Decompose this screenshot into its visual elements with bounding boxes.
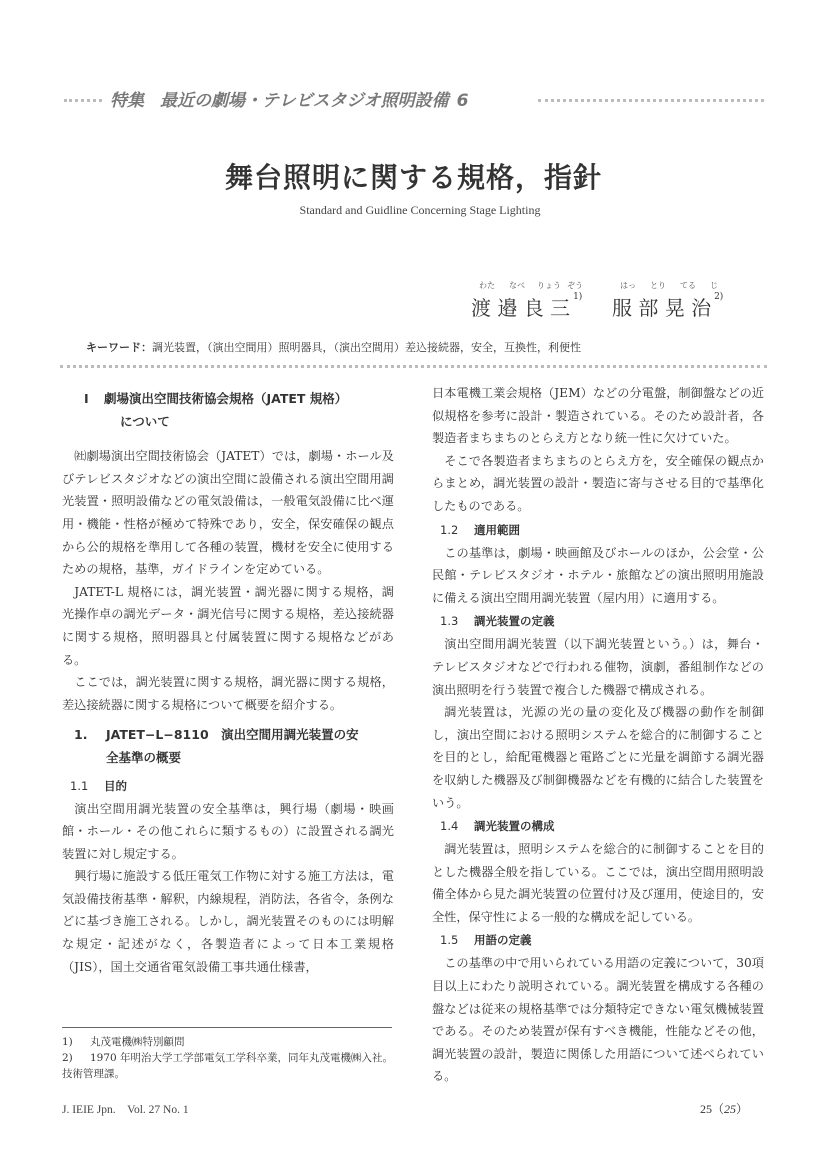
author-1: わた なべ りょう ぞう 渡 邉 良 三 $^{1)}$ bbox=[471, 281, 583, 320]
keywords-label: キーワード： bbox=[86, 341, 152, 354]
keywords bbox=[86, 339, 581, 355]
article-subtitle: Standard and Guidline Concerning Stage Lighting bbox=[299, 203, 541, 217]
article-title: 舞台照明に関する規格，指針 bbox=[224, 161, 602, 194]
author-2: はっ とり てる じ 服 部 晃 治 $^{2)}$ bbox=[612, 281, 724, 320]
series-title bbox=[110, 86, 469, 111]
right-column bbox=[432, 382, 764, 1088]
subsection-heading-1-5: 1.5 用語の定義 bbox=[440, 933, 532, 948]
series-header bbox=[64, 86, 764, 114]
section-heading-1: 1. JATET−L−8110 演出空間用調光装置の安 全基準の概要 bbox=[74, 727, 359, 765]
keywords-text: 調光装置，（演出空間用）照明器具，（演出空間用）差込接続器，安全，互換性，利便性 bbox=[152, 341, 581, 354]
paragraph: この基準は，劇場・映画館及びホールのほか，公会堂・公民館・テレビスタジオ・ホテル・旅館などの演出照明用施設に備える演出空間用調光装置（屋内用）に適用する。 bbox=[432, 545, 764, 605]
section-heading-I: I 劇場演出空間技術協会規格（JATET 規格） について bbox=[84, 391, 348, 429]
author-2-footnote-ref: 2) bbox=[714, 292, 724, 302]
subsection-heading-1-3: 1.3 調光装置の定義 bbox=[440, 614, 555, 629]
author-2-name: 服 部 晃 治 bbox=[612, 296, 712, 320]
paragraph: ㈳劇場演出空間技術協会（JATET）では，劇場・ホール及びテレビスタジオなどの演出空間に設備される演出空間用調光装置・照明設備などの電気設備は，一般電気設備に比べ運用・機能・性格が極めて特殊であり，安全，保安確保の観点から公的規格を準用して各種の装置，機材を安全に使用するための規格，基準，ガイドラインを定めている。 bbox=[62, 449, 394, 577]
footnote-2: 2) 1970 年明治大学工学部電気工学科卒業，同年丸茂電機㈱入社。技術管理課。 bbox=[62, 1052, 394, 1080]
paragraph: 興行場に施設する低圧電気工作物に対する施工方法は，電気設備技術基準・解釈，内線規程，消防法，各省令，条例などに基づき施工される。しかし，調光装置そのものには明解な規定・記述がなく，各製造者によって日本工業規格（JIS），国土交通省電気設備工事共通仕様書， bbox=[62, 869, 394, 974]
subsection-heading-1-2: 1.2 適用範囲 bbox=[440, 522, 520, 537]
author-1-name: 渡 邉 良 三 bbox=[471, 296, 571, 320]
paragraph: この基準の中で用いられている用語の定義について，30項目以上にわたり説明されている。調光装置を構成する各種の盤などは従来の規格基準では分類特定できない電気機械装置である。そのため装置が保有すべき機能，性能などその他，調光装置の設計，製造に関係した用語について述べられている。 bbox=[432, 956, 764, 1084]
header-divider bbox=[60, 365, 767, 368]
page-number: 25（25） bbox=[700, 1102, 749, 1116]
subsection-heading-1-4: 1.4 調光装置の構成 bbox=[440, 819, 555, 834]
series-number: 6 bbox=[456, 91, 469, 111]
paragraph: 調光装置は，照明システムを総合的に制御することを目的とした機器全般を指している。ここでは，演出空間用照明設備全体から見た調光装置の位置付け及び運用，使途目的，安全性，保守性による一般的な構成を記している。 bbox=[432, 842, 764, 924]
subsection-heading-1-1: 1.1 目的 bbox=[70, 778, 127, 793]
left-column bbox=[62, 382, 394, 978]
series-label: 特集 bbox=[110, 91, 144, 111]
paragraph: 演出空間用調光装置の安全基準は，興行場（劇場・映画館・ホール・その他これらに類するもの）に設置される調光装置に対し規定する。 bbox=[62, 801, 394, 861]
paragraph: 日本電機工業会規格（JEM）などの分電盤，制御盤などの近似規格を参考に設計・製造されている。そのため設計者，各製造者まちまちのとらえ方となり統一性に欠けていた。 bbox=[432, 386, 764, 446]
paragraph: 演出空間用調光装置（以下調光装置という。）は，舞台・テレビスタジオなどで行われる催物，演劇，番組制作などの演出照明を行う装置で複合した機器で構成される。 bbox=[432, 637, 764, 697]
paragraph: JATET-L 規格には，調光装置・調光器に関する規格，調光操作卓の調光データ・調光信号に関する規格，差込接続器に関する規格，照明器具と付属装置に関する規格などがある。 bbox=[62, 584, 394, 667]
series-name: 最近の劇場・テレビスタジオ照明設備 bbox=[160, 91, 449, 111]
author-1-footnote-ref: 1) bbox=[573, 292, 583, 302]
footnote-divider bbox=[62, 1027, 392, 1028]
footnote-1: 1) 丸茂電機㈱特別顧問 bbox=[62, 1036, 185, 1048]
header-dotted-rule-left bbox=[64, 99, 102, 102]
journal-citation: J. IEIE Jpn. Vol. 27 No. 1 bbox=[62, 1104, 189, 1116]
header-dotted-rule-right bbox=[538, 99, 764, 102]
paragraph: 調光装置は，光源の光の量の変化及び機器の動作を制御し，演出空間における照明システムを総合的に制御することを目的とし，給配電機器と電路ごとに光量を調節する調光器を収納した機器及び制御機器などを有機的に結合した装置をいう。 bbox=[432, 705, 764, 810]
paragraph: そこで各製造者まちまちのとらえ方を，安全確保の観点からまとめ，調光装置の設計・製造に寄与させる目的で基準化したものである。 bbox=[432, 453, 764, 513]
paragraph: ここでは，調光装置に関する規格，調光器に関する規格，差込接続器に関する規格について概要を紹介する。 bbox=[62, 675, 394, 712]
footnotes bbox=[62, 1034, 394, 1082]
